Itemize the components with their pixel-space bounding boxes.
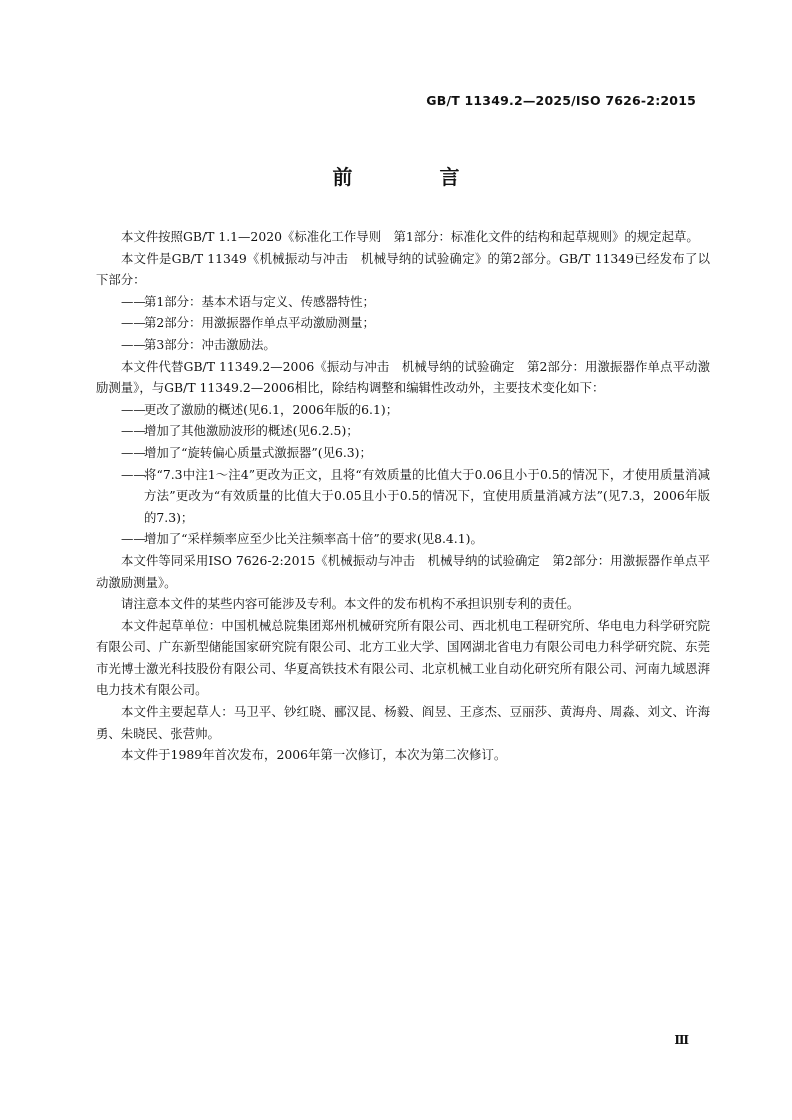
- list-item-change: —— 更改了激励的概述(见6.1，2006年版的6.1)；: [121, 401, 399, 417]
- page-number: Ⅲ: [674, 1033, 689, 1047]
- list-item-change: —— 增加了“采样频率应至少比关注频率高十倍”的要求(见8.4.1)。: [121, 531, 483, 547]
- paragraph-history: 本文件于1989年首次发布，2006年第一次修订，本次为第二次修订。: [121, 747, 507, 763]
- page-title: 前 言: [332, 165, 500, 189]
- list-item-part: —— 第1部分：基本术语与定义、传感器特性；: [121, 293, 375, 309]
- paragraph-series: 本文件是GB/T 11349《机械振动与冲击 机械导纳的试验确定》的第2部分。GB/T 11349已经发布了以下部分：: [96, 250, 710, 288]
- paragraph-replaces: 本文件代替GB/T 11349.2—2006《振动与冲击 机械导纳的试验确定 第2部分：用激振器作单点平动激励测量》，与GB/T 11349.2—2006相比，除结构调整和编辑性改动外，主要技术变化如下：: [96, 358, 710, 396]
- list-item-part: —— 第3部分：冲击激励法。: [121, 336, 276, 352]
- list-item-change: —— 增加了其他激励波形的概述(见6.2.5)；: [121, 423, 359, 439]
- paragraph-patent-notice: 请注意本文件的某些内容可能涉及专利。本文件的发布机构不承担识别专利的责任。: [121, 596, 580, 612]
- list-item-change: —— 增加了“旋转偏心质量式激振器”(见6.3)；: [121, 444, 372, 460]
- list-item-part: —— 第2部分：用激振器作单点平动激励测量；: [121, 315, 375, 331]
- paragraph-drafting-units: 本文件起草单位：中国机械总院集团郑州机械研究所有限公司、西北机电工程研究所、华电电力科学研究院有限公司、广东新型储能国家研究院有限公司、北方工业大学、国网湖北省电力有限公司电力科学研究院、东莞市光博士激光科技股份有限公司、华夏高铁技术有限公司、北京机械工业自动化研究所有限公司、河南九域恩湃电力技术有限公司。: [96, 617, 710, 698]
- paragraph-iso-adoption: 本文件等同采用ISO 7626-2:2015《机械振动与冲击 机械导纳的试验确定 第2部分：用激振器作单点平动激励测量》。: [96, 552, 710, 590]
- paragraph-drafting-rules: 本文件按照GB/T 1.1—2020《标准化工作导则 第1部分：标准化文件的结构和起草规则》的规定起草。: [121, 229, 699, 244]
- standard-number-header: GB/T 11349.2—2025/ISO 7626-2:2015: [426, 93, 696, 108]
- list-item-change: —— 将“7.3中注1～注4”更改为正文，且将“有效质量的比值大于0.06且小于0.5的情况下，才使用质量消减方法”更改为“有效质量的比值大于0.05且小于0.5的情况下，宜使用质量消减方法”(见7.3，2006年版的7.3)；: [121, 466, 710, 525]
- paragraph-drafters: 本文件主要起草人：马卫平、钞红晓、郦汉昆、杨毅、阎昱、王彦杰、豆丽莎、黄海舟、周淼、刘文、许海勇、朱晓民、张营帅。: [96, 704, 710, 741]
- foreword-body: [96, 226, 710, 766]
